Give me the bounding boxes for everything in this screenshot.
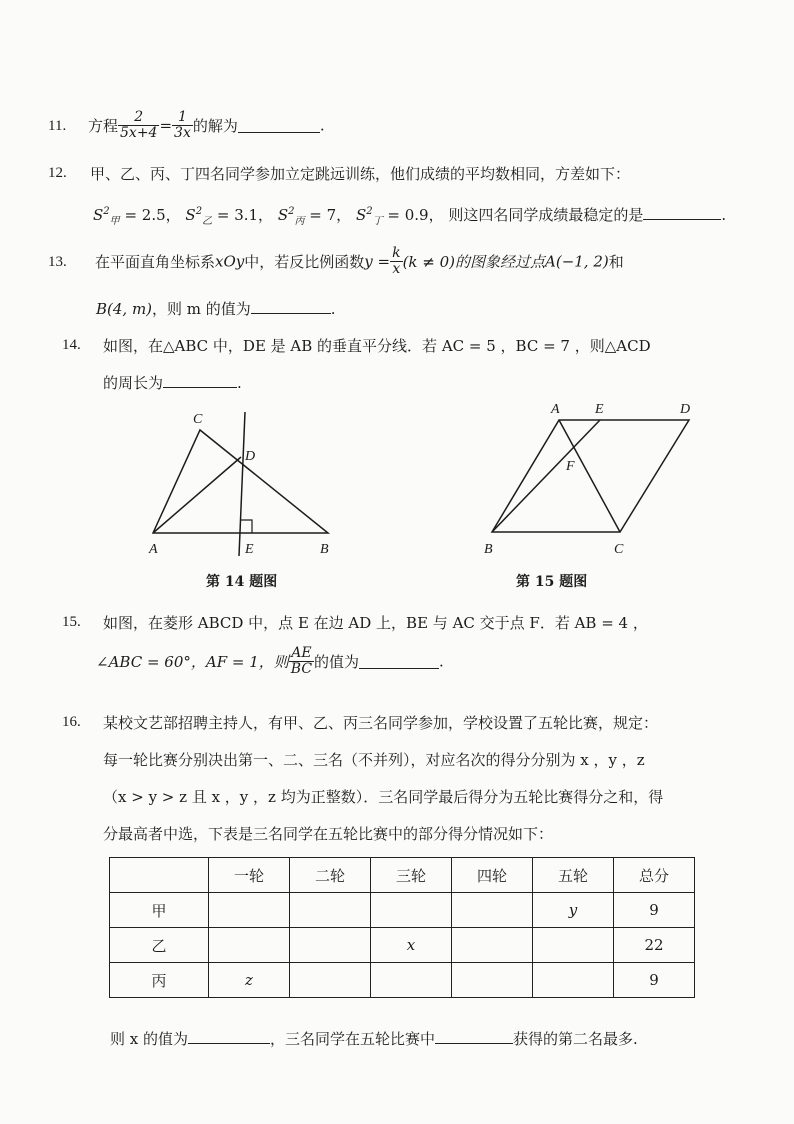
label-c: C bbox=[614, 542, 624, 557]
label-e: E bbox=[245, 542, 254, 557]
table-row: 丙 z 9 bbox=[110, 963, 695, 998]
figure-14-caption: 第 14 题图 bbox=[206, 574, 278, 590]
answer-blank-student[interactable] bbox=[435, 1029, 513, 1044]
fraction-2: $\frac{1}{3x}$ bbox=[174, 109, 191, 141]
question-number: 13. bbox=[48, 254, 67, 270]
table-header-row bbox=[110, 858, 695, 893]
question-number: 14. bbox=[62, 337, 81, 353]
figure-15-caption: 第 15 题图 bbox=[516, 574, 588, 590]
question-number: 12. bbox=[48, 165, 67, 181]
label-f: F bbox=[566, 459, 575, 474]
table-header-cell: 一轮 bbox=[209, 858, 290, 893]
segment-be bbox=[492, 420, 600, 532]
answer-blank-x[interactable] bbox=[188, 1029, 270, 1044]
answer-blank[interactable] bbox=[359, 654, 439, 669]
fraction-k-over-x: $\frac{k}{x}$ bbox=[392, 245, 401, 277]
label-e: E bbox=[595, 402, 604, 417]
question-number: 16. bbox=[62, 714, 81, 730]
table-row: 乙 x 22 bbox=[110, 928, 695, 963]
score-table bbox=[109, 857, 695, 998]
answer-blank[interactable] bbox=[251, 299, 331, 314]
label-b: B bbox=[484, 542, 493, 557]
label-d: D bbox=[245, 449, 256, 464]
label-d: D bbox=[680, 402, 691, 417]
label-b: B bbox=[320, 542, 329, 557]
label-a: A bbox=[551, 402, 560, 417]
right-angle-mark bbox=[241, 520, 252, 533]
table-header-cell: 四轮 bbox=[452, 858, 533, 893]
triangle-abc bbox=[153, 430, 328, 533]
table-header-cell: 二轮 bbox=[290, 858, 371, 893]
diagonal-ac bbox=[559, 420, 620, 532]
table-header-cell: 三轮 bbox=[371, 858, 452, 893]
label-a: A bbox=[149, 542, 158, 557]
label-c: C bbox=[193, 412, 203, 427]
answer-blank[interactable] bbox=[238, 118, 320, 133]
question-number: 11. bbox=[48, 118, 67, 134]
fraction-ae-over-bc: $\frac{AE}{BC}$ bbox=[290, 645, 313, 677]
answer-blank[interactable] bbox=[643, 205, 721, 220]
rhombus-abcd bbox=[492, 420, 689, 532]
question-text: 方程 $\frac{2}{5x+4}$ = $\frac{1}{3x}$ 的解为 . bbox=[88, 109, 325, 141]
perpendicular-bisector-de bbox=[239, 412, 245, 556]
question-line-1: 甲、乙、丙、丁四名同学参加立定跳远训练，他们成绩的平均数相同，方差如下： bbox=[90, 165, 631, 183]
line-ad bbox=[153, 457, 241, 533]
table-row: 甲 y 9 bbox=[110, 893, 695, 928]
table-header-cell: 五轮 bbox=[533, 858, 614, 893]
question-number: 15. bbox=[62, 614, 81, 630]
fraction-1: $\frac{2}{5x+4}$ bbox=[120, 109, 158, 141]
table-header-cell: 总分 bbox=[614, 858, 695, 893]
answer-blank[interactable] bbox=[163, 373, 237, 388]
table-header-cell bbox=[110, 858, 209, 893]
